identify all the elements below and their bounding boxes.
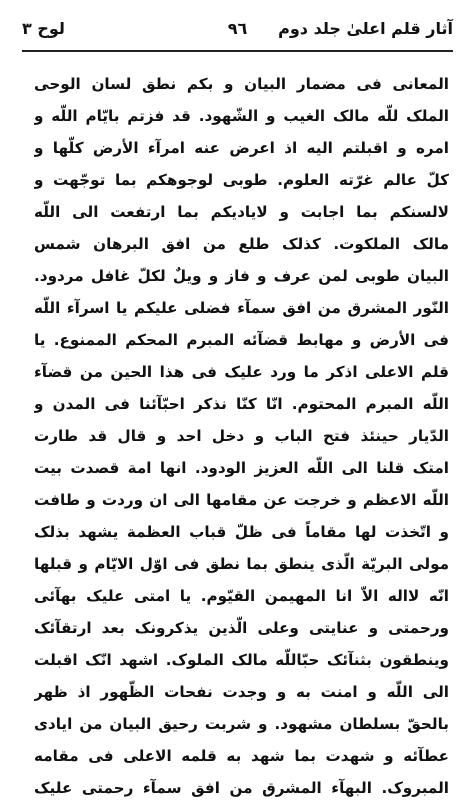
text-line: کلّ عالم غرّته العلوم. طوبی لوجوهکم بما توجّهت و [34, 171, 449, 189]
page-number: ٩٦ [227, 19, 248, 38]
text-line: لالسنکم بما اجابت و لایادیکم بما ارتفعت الی اللّه [34, 203, 449, 221]
text-line: المعانی فی مضمار البیان و بکم نطق لسان الوحی [34, 75, 449, 93]
book-title: آثار قلم اعلیٰ جلد دوم [278, 19, 453, 38]
header-rule [22, 50, 453, 52]
tablet-label: لوح ٣ [22, 19, 65, 38]
text-line: اللّه المبرم المحتوم. انّا کنّا نذکر احبّآئنا فی المدن و [34, 395, 449, 413]
text-line: عطآئه و شهدت بما شهد به قلمه الاعلی فی مقامه [34, 747, 449, 765]
page-header [22, 16, 453, 46]
text-line: امتک قلنا الی اللّه العزیز الودود. انها امة قصدت بیت [34, 459, 449, 477]
text-line: مالک الملکوت. کذلک طلع من افق البرهان شمس [34, 235, 449, 253]
text-line: بالحقّ بسلطان مشهود. و شربت رحیق البیان من ایادی [34, 715, 449, 733]
text-line: و اتّخذت لها مقاماً فی ظلّ قباب العظمة یشهد بذلک [34, 523, 449, 541]
text-line: اللّه الاعظم و خرجت عن مقامها الی ان وردت و طافت [34, 491, 449, 509]
text-line: انّه لااله الاّ انا المهیمن القیّوم. یا امتی علیک بهآئی [34, 587, 449, 605]
text-line: النّور المشرق من افق سمآء فضلی علیکم یا اسرآء اللّه [34, 299, 449, 317]
text-line: ورحمتی و عنایتی وعلی الّذین یذکرونک بعد ارتقآئک [34, 619, 449, 637]
text-line: فی الأرض و مهابط قضآئه المبرم المحکم الممنوع. یا [34, 331, 449, 349]
text-line: وینطقون بثنآئک حبّاللّه مالک الملوک. اشهد انّک اقبلت [34, 651, 449, 669]
text-line: مولی البریّة الّذی ینطق بما نطق فی اوّل الایّام و قبلها [34, 555, 449, 573]
text-line: المبروک. البهآء المشرق من افق سمآء رحمتی علیک [34, 779, 449, 797]
body-text [34, 68, 449, 804]
text-line: قلم الاعلی اذکر ما ورد علیک فی هذا الحین من قضآء [34, 363, 449, 381]
text-line: الملک للّه مالک الغیب و الشّهود. قد فزتم بایّام اللّه و [34, 107, 449, 125]
text-line: الی اللّه و امنت به و وجدت نفحات الظّهور اذ ظهر [34, 683, 449, 701]
text-line: البیان طوبی لمن عرف و فاز و ویلٌ لکلّ غافل مردود. [34, 267, 449, 285]
text-line: الدّیار حینئذ فتح الباب و دخل احد و قال قد طارت [34, 427, 449, 445]
text-line: امره و اقبلتم الیه اذ اعرض عنه امرآء الأرض کلّها و [34, 139, 449, 157]
